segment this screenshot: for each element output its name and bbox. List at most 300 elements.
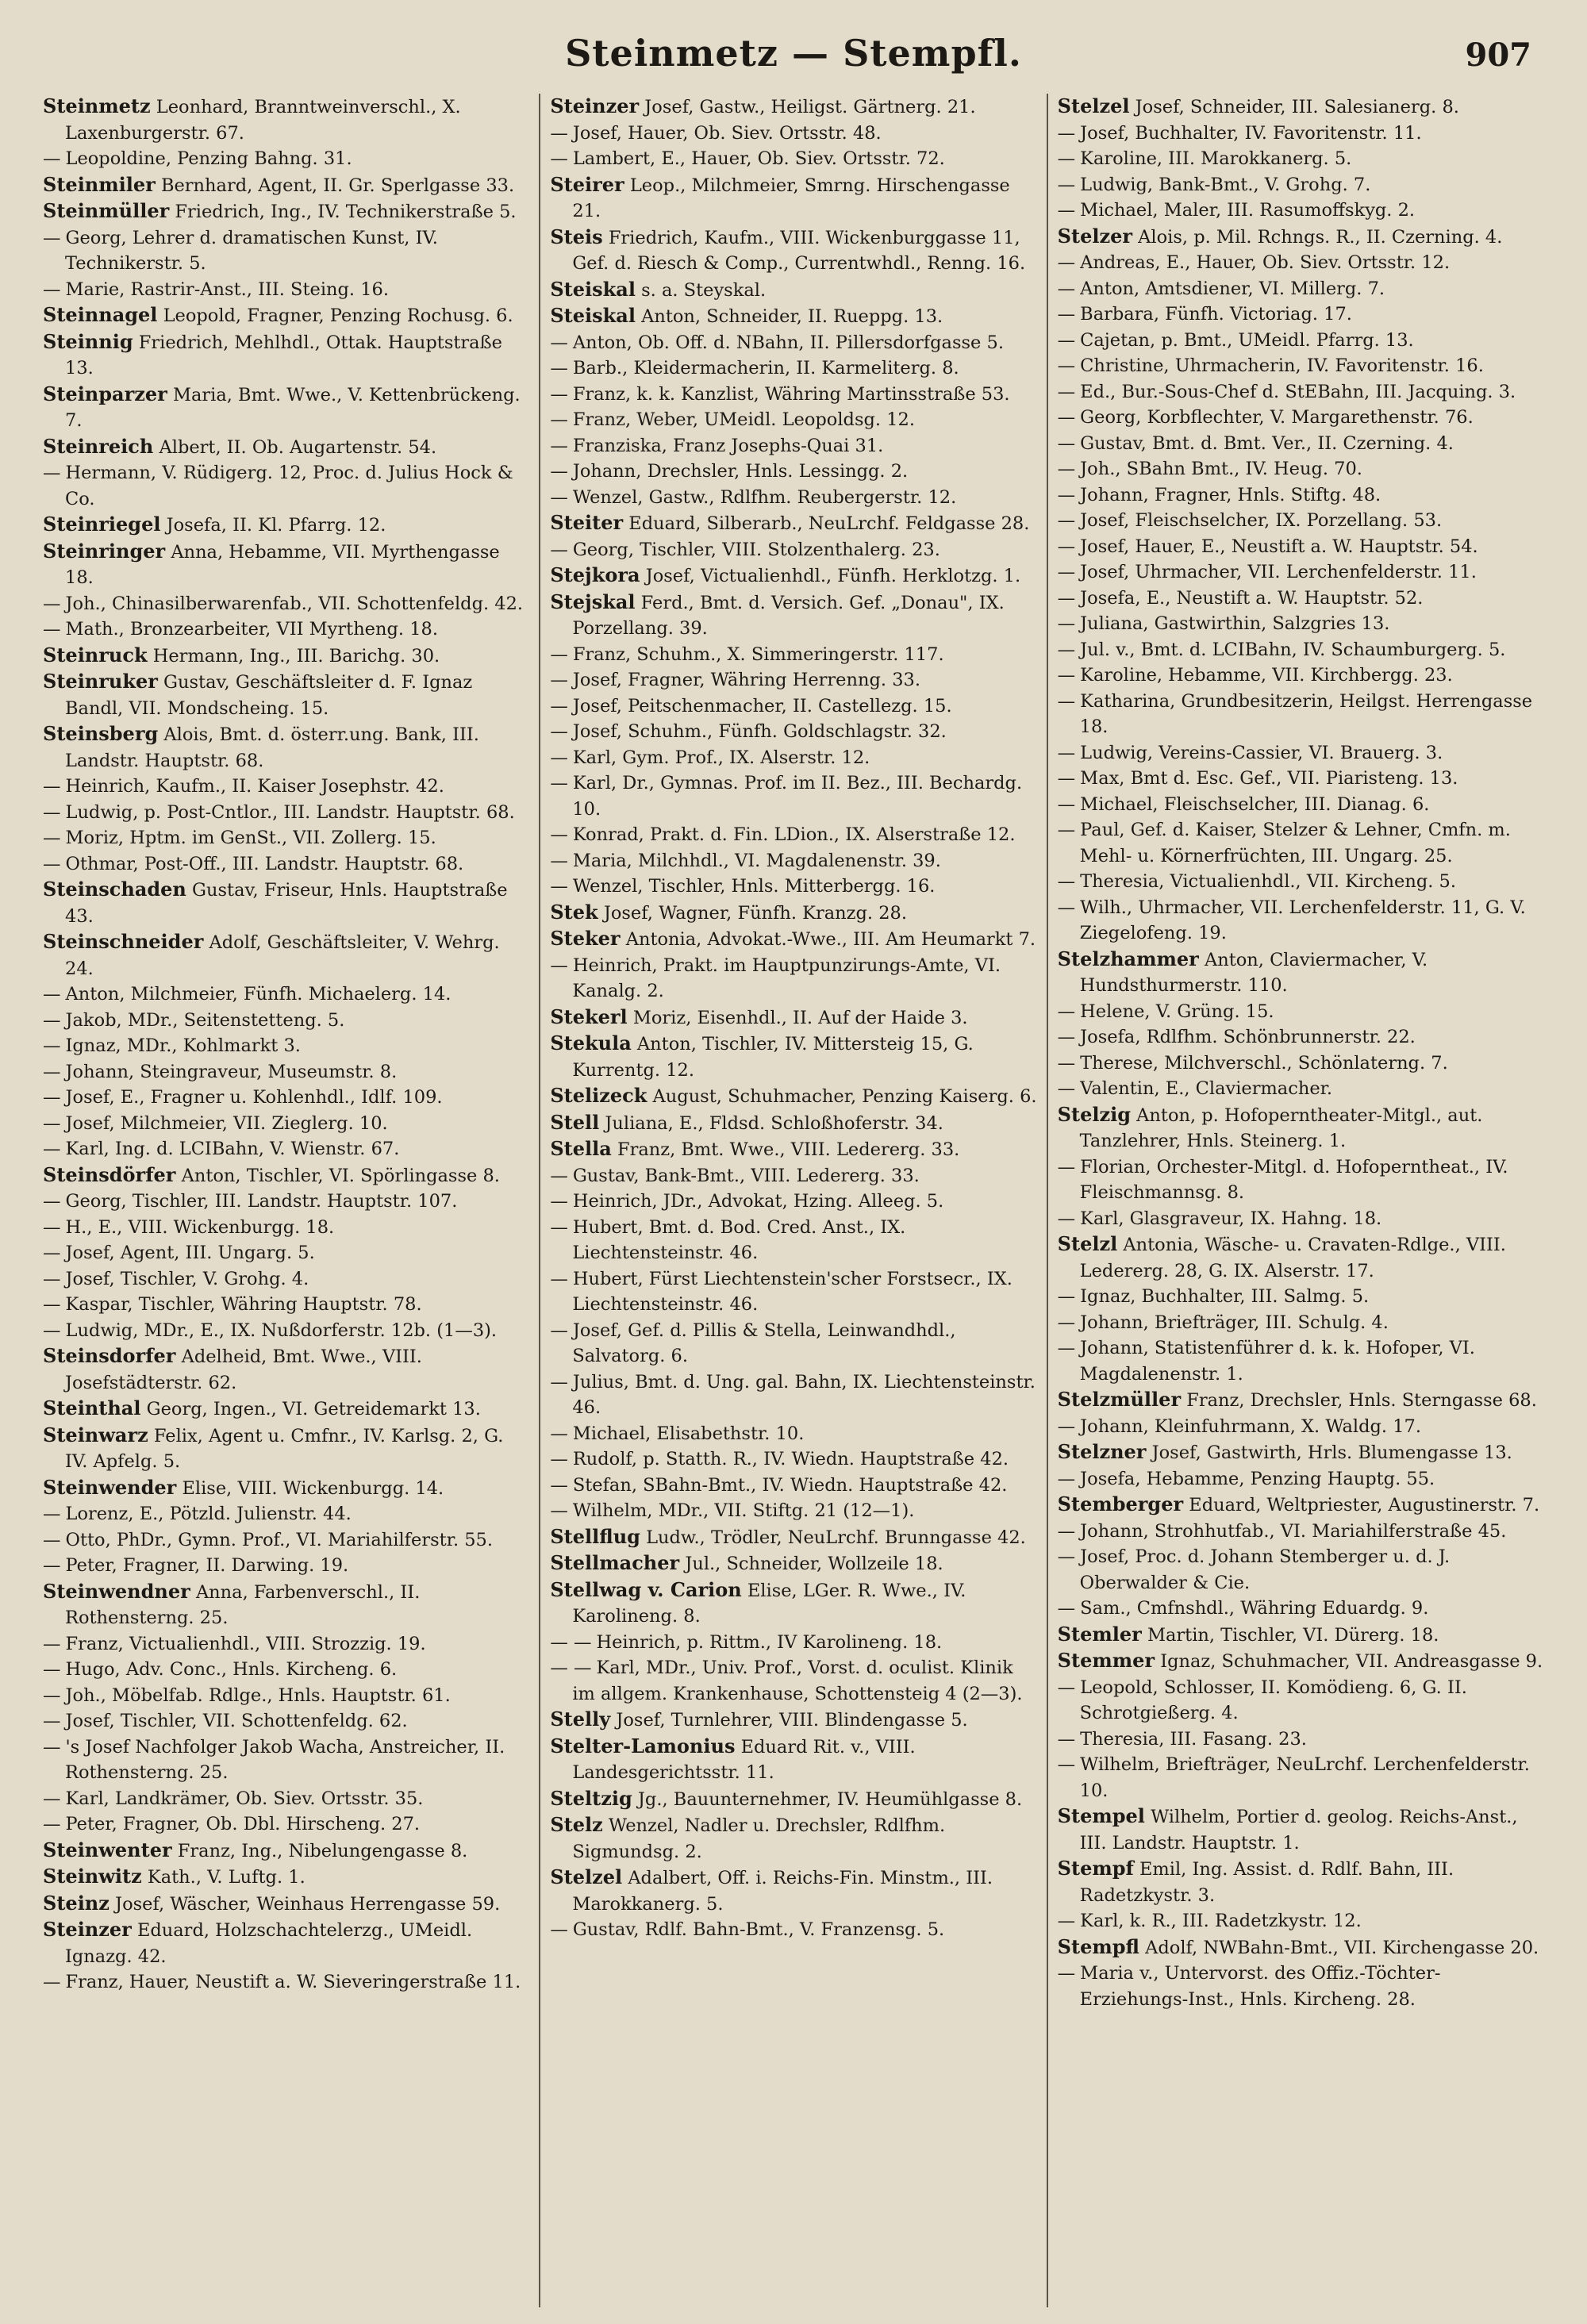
directory-entry bbox=[1058, 895, 1544, 947]
entry-text: Karl, Ing. d. LCIBahn, V. Wienstr. 67. bbox=[65, 1139, 400, 1159]
directory-entry bbox=[550, 1786, 1036, 1813]
directory-entry bbox=[43, 1136, 529, 1162]
entry-surname: Stelizeck bbox=[550, 1084, 647, 1107]
entry-surname: Steinruker bbox=[43, 670, 158, 693]
entry-text: Maria, Milchhdl., VI. Magdalenenstr. 39. bbox=[572, 850, 941, 871]
entry-text: Johann, Drechsler, Hnls. Lessingg. 2. bbox=[572, 461, 909, 482]
entry-text: Ed., Bur.-Sous-Chef d. StEBahn, III. Jacquing. 3. bbox=[1080, 381, 1516, 402]
entry-text: Florian, Orchester-Mitgl. d. Hofoperntheat., IV. Fleischmannsg. 8. bbox=[1079, 1156, 1508, 1203]
directory-entry bbox=[1058, 456, 1544, 482]
directory-entry bbox=[43, 539, 529, 591]
directory-entry bbox=[1058, 1284, 1544, 1310]
entry-text: Jul. v., Bmt. d. LCIBahn, IV. Schaumburgerg. 5. bbox=[1080, 639, 1506, 660]
entry-text: Friedrich, Kaufm., VIII. Wickenburggasse 11, Gef. d. Riesch & Comp., Currentwhdl., Renng. 16. bbox=[572, 227, 1026, 274]
entry-text: Josefa, E., Neustift a. W. Hauptstr. 52. bbox=[1080, 587, 1424, 609]
entry-text: Alois, p. Mil. Rchngs. R., II. Czerning. 4. bbox=[1138, 226, 1503, 248]
directory-entry bbox=[43, 1708, 529, 1734]
entry-text: Wilhelm, MDr., VII. Stiftg. 21 (12—1). bbox=[572, 1500, 915, 1521]
entry-text: Eduard, Silberarb., NeuLrchf. Feldgasse 28. bbox=[628, 513, 1030, 534]
entry-text: Josef, Peitschenmacher, II. Castellezg. 15. bbox=[572, 695, 952, 716]
entry-text: Joh., Chinasilberwarenfab., VII. Schottenfeldg. 42. bbox=[65, 593, 524, 614]
entry-text: Anton, Tischler, IV. Mittersteig 15, G. Kurrentg. 12. bbox=[572, 1034, 974, 1081]
directory-entry bbox=[43, 1657, 529, 1683]
entry-surname: Stemberger bbox=[1057, 1492, 1184, 1515]
entry-text: Franziska, Franz Josephs-Quai 31. bbox=[572, 435, 884, 456]
entry-text: Helene, V. Grüng. 15. bbox=[1080, 1001, 1274, 1022]
directory-entry bbox=[43, 1189, 529, 1215]
directory-entry bbox=[43, 1475, 529, 1502]
entry-text: Joh., SBahn Bmt., IV. Heug. 70. bbox=[1080, 459, 1362, 479]
directory-entry bbox=[550, 1318, 1036, 1369]
entry-text: Josef, Gastw., Heiligst. Gärtnerg. 21. bbox=[644, 97, 976, 117]
directory-entry bbox=[43, 1008, 529, 1034]
page-title: Steinmetz — Stempfl. bbox=[565, 32, 1022, 75]
directory-entry bbox=[550, 121, 1036, 147]
directory-entry bbox=[1058, 198, 1544, 224]
directory-entry bbox=[1058, 1961, 1544, 2012]
entry-text: Barbara, Fünfh. Victoriag. 17. bbox=[1080, 304, 1352, 325]
directory-entry bbox=[1058, 276, 1544, 302]
entry-text: Hermann, Ing., III. Barichg. 30. bbox=[152, 645, 440, 666]
directory-entry bbox=[43, 617, 529, 643]
entry-text: Karl, Glasgraveur, IX. Hahng. 18. bbox=[1080, 1208, 1382, 1229]
entry-text: Peter, Fragner, II. Darwing. 19. bbox=[65, 1555, 349, 1576]
directory-entry bbox=[550, 953, 1036, 1005]
entry-surname: Steinwenter bbox=[43, 1838, 172, 1861]
entry-continuation-dash: — bbox=[43, 1814, 61, 1834]
entry-text: Eduard, Weltpriester, Augustinerstr. 7. bbox=[1189, 1495, 1540, 1515]
entry-text: Math., Bronzearbeiter, VII Myrtheng. 18. bbox=[65, 619, 438, 640]
entry-continuation-dash: — bbox=[550, 1474, 568, 1496]
entry-continuation-dash: — bbox=[550, 670, 568, 690]
entry-continuation-dash: — bbox=[43, 1061, 61, 1082]
entry-surname: Steinnagel bbox=[43, 303, 158, 326]
directory-entry bbox=[43, 1292, 529, 1318]
entry-surname: Steinwarz bbox=[43, 1423, 148, 1446]
entry-continuation-dash: — bbox=[1057, 1286, 1076, 1307]
entry-text: Karl, k. R., III. Radetzkystr. 12. bbox=[1080, 1911, 1362, 1931]
entry-text: Josef, Tischler, V. Grohg. 4. bbox=[65, 1268, 309, 1289]
entry-text: Karl, Dr., Gymnas. Prof. im II. Bez., III. Bechardg. 10. bbox=[572, 773, 1023, 820]
entry-text: Leopoldine, Penzing Bahng. 31. bbox=[65, 148, 352, 169]
entry-continuation-dash: — bbox=[1057, 1156, 1076, 1177]
entry-text: Hermann, V. Rüdigerg. 12, Proc. d. Julius Hock & Co. bbox=[65, 463, 513, 509]
entry-continuation-dash: — bbox=[43, 1087, 61, 1108]
entry-text: Josef, Tischler, VII. Schottenfeldg. 62. bbox=[65, 1711, 408, 1731]
entry-text: Ignaz, Buchhalter, III. Salmg. 5. bbox=[1080, 1286, 1370, 1307]
directory-entry bbox=[550, 1917, 1036, 1943]
entry-continuation-dash: — bbox=[550, 461, 568, 482]
directory-entry bbox=[1058, 1387, 1544, 1414]
entry-surname: Stempf bbox=[1057, 1857, 1134, 1880]
entry-text: Elise, LGer. R. Wwe., IV. Karolineng. 8. bbox=[572, 1580, 966, 1627]
entry-continuation-dash: — bbox=[1057, 871, 1076, 892]
entry-continuation-dash: — bbox=[43, 463, 61, 483]
directory-entry bbox=[1058, 431, 1544, 457]
directory-entry bbox=[550, 1031, 1036, 1083]
entry-text: Franz, Hauer, Neustift a. W. Sieveringerstraße 11. bbox=[65, 1972, 521, 1992]
entry-surname: Stelzl bbox=[1057, 1232, 1118, 1255]
entry-text: Konrad, Prakt. d. Fin. LDion., IX. Alserstraße 12. bbox=[572, 824, 1016, 845]
entry-text: Karl, Landkrämer, Ob. Siev. Ortsstr. 35. bbox=[65, 1788, 424, 1809]
entry-text: Ludw., Trödler, NeuLrchf. Brunngasse 42. bbox=[646, 1527, 1026, 1548]
entry-continuation-dash: — bbox=[1057, 122, 1076, 144]
directory-entry bbox=[550, 1215, 1036, 1266]
entry-continuation-dash: — bbox=[1057, 1338, 1076, 1358]
entry-continuation-dash: — bbox=[550, 1449, 568, 1469]
entry-text: Valentin, E., Claviermacher. bbox=[1080, 1078, 1333, 1099]
directory-entry bbox=[550, 1550, 1036, 1577]
entry-continuation-dash: — bbox=[43, 1736, 61, 1757]
entry-continuation-dash: — bbox=[1057, 665, 1076, 686]
entry-surname: Steiskal bbox=[550, 304, 636, 327]
entry-continuation-dash: — bbox=[1057, 1052, 1076, 1074]
entry-continuation-dash: — bbox=[43, 1684, 61, 1706]
entry-continuation-dash: — bbox=[43, 1633, 61, 1654]
directory-entry bbox=[550, 172, 1036, 225]
entry-text: Josef, Buchhalter, IV. Favoritenstr. 11. bbox=[1080, 122, 1422, 144]
directory-entry bbox=[550, 1110, 1036, 1137]
entry-text: Othmar, Post-Off., III. Landstr. Hauptstr. 68. bbox=[65, 853, 464, 874]
entry-text: Heinrich, Prakt. im Hauptpunzirungs-Amte, VI. Kanalg. 2. bbox=[572, 955, 1001, 1001]
directory-entry bbox=[550, 1369, 1036, 1421]
directory-entry bbox=[550, 1498, 1036, 1524]
entry-text: Wenzel, Gastw., Rdlfhm. Reubergerstr. 12. bbox=[572, 486, 957, 508]
directory-entry bbox=[1058, 1519, 1544, 1545]
entry-surname: Steinmiler bbox=[43, 172, 156, 196]
entry-surname: Steinmetz bbox=[43, 94, 151, 117]
entry-text: Wilhelm, Portier d. geolog. Reichs-Anst., III. Landstr. Hauptstr. 1. bbox=[1079, 1807, 1518, 1853]
entry-continuation-dash: — bbox=[550, 409, 568, 430]
entry-text: Ludwig, Vereins-Cassier, VI. Brauerg. 3. bbox=[1080, 742, 1443, 763]
entry-continuation-dash: — bbox=[43, 1972, 61, 1992]
entry-text: Franz, Bmt. Wwe., VIII. Ledererg. 33. bbox=[617, 1139, 960, 1160]
entry-continuation-dash: — bbox=[1057, 304, 1076, 325]
entry-continuation-dash: — bbox=[1057, 742, 1076, 763]
directory-entry bbox=[1058, 611, 1544, 637]
entry-text: Theresia, Victualienhdl., VII. Kircheng. 5. bbox=[1080, 871, 1457, 892]
entry-continuation-dash: — bbox=[43, 853, 61, 874]
entry-text: Antonia, Advokat.-Wwe., III. Am Heumarkt 7. bbox=[625, 929, 1036, 950]
directory-entry bbox=[43, 1111, 529, 1137]
entry-text: Hubert, Fürst Liechtenstein'scher Forstsecr., IX. Liechtensteinstr. 46. bbox=[572, 1268, 1013, 1315]
columns bbox=[33, 94, 1554, 2307]
entry-continuation-dash: — bbox=[550, 122, 568, 144]
directory-entry bbox=[550, 563, 1036, 590]
directory-entry bbox=[1058, 792, 1544, 818]
entry-text: Georg, Tischler, VIII. Stolzenthalerg. 23. bbox=[572, 539, 940, 560]
entry-text: Josef, Schuhm., Fünfh. Goldschlagstr. 32. bbox=[572, 721, 947, 742]
entry-text: Johann, Fragner, Hnls. Stiftg. 48. bbox=[1080, 484, 1381, 505]
entry-text: Franz, k. k. Kanzlist, Währing Martinsstraße 53. bbox=[572, 383, 1010, 405]
entry-surname: Steinwender bbox=[43, 1475, 177, 1499]
directory-entry bbox=[43, 172, 529, 199]
entry-text: Josef, Hauer, E., Neustift a. W. Hauptstr. 54. bbox=[1080, 536, 1478, 557]
entry-continuation-dash: — bbox=[1057, 381, 1076, 402]
entry-surname: Steinwitz bbox=[43, 1865, 142, 1888]
directory-entry bbox=[550, 770, 1036, 822]
entry-text: Moriz, Eisenhdl., II. Auf der Haide 3. bbox=[632, 1007, 968, 1028]
directory-entry bbox=[43, 669, 529, 721]
entry-continuation-dash: — bbox=[43, 1504, 61, 1524]
entry-surname: Steiter bbox=[550, 511, 624, 534]
entry-continuation-dash: — bbox=[43, 619, 61, 640]
directory-entry bbox=[550, 1136, 1036, 1163]
directory-entry bbox=[550, 1005, 1036, 1031]
directory-entry bbox=[550, 94, 1036, 121]
entry-surname: Steinnig bbox=[43, 329, 133, 353]
entry-text: Georg, Lehrer d. dramatischen Kunst, IV. Technikerstr. 5. bbox=[65, 227, 438, 274]
entry-text: Franz, Ing., Nibelungengasse 8. bbox=[177, 1840, 468, 1861]
entry-text: Josef, Victualienhdl., Fünfh. Herklotzg. 1. bbox=[645, 566, 1021, 586]
directory-entry bbox=[550, 719, 1036, 745]
directory-entry bbox=[550, 1630, 1036, 1656]
entry-text: Georg, Tischler, III. Landstr. Hauptstr. 107. bbox=[65, 1191, 458, 1212]
entry-text: Leonhard, Branntweinverschl., X. Laxenburgerstr. 67. bbox=[65, 97, 461, 144]
entry-continuation-dash: — bbox=[1057, 174, 1076, 195]
directory-entry bbox=[43, 329, 529, 382]
entry-text: Karl, Gym. Prof., IX. Alserstr. 12. bbox=[572, 747, 870, 768]
entry-text: Michael, Maler, III. Rasumoffskyg. 2. bbox=[1080, 200, 1416, 221]
entry-surname: Stelzmüller bbox=[1057, 1388, 1182, 1411]
entry-text: Max, Bmt d. Esc. Gef., VII. Piaristeng. 13. bbox=[1080, 768, 1458, 789]
directory-entry bbox=[550, 1189, 1036, 1215]
entry-surname: Steinruck bbox=[43, 643, 148, 666]
entry-text: Josef, Uhrmacher, VII. Lerchenfelderstr. 11. bbox=[1080, 562, 1477, 582]
directory-entry bbox=[550, 745, 1036, 771]
entry-text: Sam., Cmfnshdl., Währing Eduardg. 9. bbox=[1080, 1598, 1429, 1619]
directory-entry bbox=[550, 303, 1036, 330]
entry-text: Anna, Farbenverschl., II. Rothensterng. 25. bbox=[65, 1581, 421, 1628]
entry-text: Josef, Wagner, Fünfh. Kranzg. 28. bbox=[603, 902, 907, 924]
directory-entry bbox=[1058, 405, 1544, 431]
directory-entry bbox=[43, 1683, 529, 1709]
entry-continuation-dash: — bbox=[550, 435, 568, 456]
entry-surname: Steker bbox=[550, 927, 621, 950]
directory-entry bbox=[43, 1969, 529, 1996]
entry-surname: Stek bbox=[550, 900, 598, 924]
directory-entry bbox=[43, 1631, 529, 1658]
entry-surname: Stejkora bbox=[550, 563, 640, 586]
entry-continuation-dash: — bbox=[550, 955, 568, 976]
entry-continuation-dash: — bbox=[43, 1191, 61, 1212]
entry-text: August, Schuhmacher, Penzing Kaiserg. 6. bbox=[652, 1086, 1037, 1107]
entry-continuation-dash: — bbox=[43, 593, 61, 614]
entry-continuation-dash: — bbox=[1057, 1312, 1076, 1333]
entry-continuation-dash: — bbox=[1057, 1416, 1076, 1437]
directory-entry bbox=[550, 848, 1036, 874]
directory-entry bbox=[43, 1266, 529, 1293]
entry-continuation-dash: — bbox=[1057, 793, 1076, 815]
directory-entry bbox=[1058, 1675, 1544, 1727]
entry-continuation-dash: — bbox=[1057, 690, 1076, 712]
entry-text: Emil, Ing. Assist. d. Rdlf. Bahn, III. Radetzkystr. 3. bbox=[1079, 1859, 1454, 1906]
directory-entry bbox=[1058, 1804, 1544, 1856]
directory-entry bbox=[1058, 1051, 1544, 1077]
entry-text: Gustav, Bmt. d. Bmt. Ver., II. Czerning. 4. bbox=[1080, 432, 1454, 454]
entry-surname: Stelzel bbox=[1057, 94, 1130, 117]
directory-entry bbox=[550, 407, 1036, 433]
entry-continuation-dash: — bbox=[1057, 587, 1076, 609]
directory-entry bbox=[43, 1423, 529, 1475]
directory-entry bbox=[43, 643, 529, 670]
entry-surname: Steltzig bbox=[550, 1786, 632, 1810]
entry-continuation-dash: — bbox=[1057, 1598, 1076, 1619]
entry-text: Paul, Gef. d. Kaiser, Stelzer & Lehner, Cmfn. m. Mehl- u. Körnerfrüchten, III. Ungarg. 25. bbox=[1079, 820, 1511, 866]
entry-continuation-dash: — bbox=[550, 643, 568, 665]
entry-text: H., E., VIII. Wickenburgg. 18. bbox=[65, 1216, 335, 1238]
entry-surname: Steirer bbox=[550, 172, 624, 196]
directory-entry bbox=[43, 1059, 529, 1085]
directory-entry bbox=[550, 1734, 1036, 1786]
directory-entry bbox=[1058, 224, 1544, 251]
directory-entry bbox=[550, 667, 1036, 693]
entry-text: Kath., V. Luftg. 1. bbox=[147, 1867, 305, 1888]
entry-continuation-dash: — bbox=[550, 824, 568, 845]
directory-entry bbox=[43, 434, 529, 461]
entry-text: Ludwig, Bank-Bmt., V. Grohg. 7. bbox=[1080, 174, 1371, 195]
directory-entry bbox=[43, 1501, 529, 1527]
entry-text: Ferd., Bmt. d. Versich. Gef. „Donau", IX. Porzellang. 39. bbox=[572, 592, 1005, 639]
entry-text: Barb., Kleidermacherin, II. Karmeliterg. 8. bbox=[572, 358, 959, 378]
entry-text: Karoline, III. Marokkanerg. 5. bbox=[1080, 148, 1352, 169]
directory-entry bbox=[550, 926, 1036, 953]
entry-text: Jg., Bauunternehmer, IV. Heumühlgasse 8. bbox=[637, 1788, 1023, 1810]
directory-entry bbox=[1058, 740, 1544, 766]
directory-entry bbox=[1058, 1752, 1544, 1804]
entry-text: Adelheid, Bmt. Wwe., VIII. Josefstädterstr. 62. bbox=[65, 1346, 422, 1393]
entry-continuation-dash: — bbox=[43, 1659, 61, 1680]
entry-continuation-dash: — bbox=[550, 1371, 568, 1392]
directory-entry bbox=[1058, 328, 1544, 354]
directory-entry bbox=[550, 1421, 1036, 1447]
entry-continuation-dash: — bbox=[1057, 252, 1076, 273]
directory-entry bbox=[1058, 1024, 1544, 1051]
directory-entry bbox=[550, 485, 1036, 511]
entry-surname: Steinreich bbox=[43, 434, 154, 458]
entry-text: Ignaz, Schuhmacher, VII. Andreasgasse 9. bbox=[1160, 1651, 1543, 1672]
entry-text: Franz, Weber, UMeidl. Leopoldsg. 12. bbox=[572, 409, 915, 430]
entry-text: Josef, Fragner, Währing Herrenng. 33. bbox=[572, 670, 920, 690]
directory-entry bbox=[43, 1215, 529, 1241]
directory-entry bbox=[1058, 172, 1544, 198]
directory-entry bbox=[550, 822, 1036, 848]
entry-text: Anton, Tischler, VI. Spörlingasse 8. bbox=[181, 1165, 500, 1186]
directory-entry bbox=[43, 225, 529, 277]
entry-surname: Stelly bbox=[550, 1707, 611, 1731]
entry-surname: Steiskal bbox=[550, 277, 636, 301]
entry-continuation-dash: — bbox=[1057, 613, 1076, 634]
entry-text: Martin, Tischler, VI. Dürerg. 18. bbox=[1147, 1624, 1439, 1646]
directory-entry bbox=[1058, 1335, 1544, 1387]
entry-text: Alois, Bmt. d. österr.ung. Bank, III. Landstr. Hauptstr. 68. bbox=[65, 724, 479, 771]
entry-continuation-dash: — bbox=[1057, 1001, 1076, 1022]
directory-entry bbox=[550, 433, 1036, 459]
entry-surname: Steinthal bbox=[43, 1396, 141, 1419]
entry-continuation-dash: — bbox=[43, 1711, 61, 1731]
directory-entry bbox=[550, 277, 1036, 304]
entry-text: Elise, VIII. Wickenburgg. 14. bbox=[182, 1477, 444, 1499]
entry-continuation-dash: — bbox=[43, 1788, 61, 1809]
entry-text: Marie, Rastrir-Anst., III. Steing. 16. bbox=[65, 278, 389, 300]
directory-entry bbox=[1058, 663, 1544, 689]
page-number: 907 bbox=[1465, 36, 1531, 74]
directory-entry bbox=[1058, 121, 1544, 147]
directory-entry bbox=[1058, 94, 1544, 121]
entry-surname: Stellmacher bbox=[550, 1551, 680, 1574]
column-right bbox=[1047, 94, 1554, 2307]
directory-entry bbox=[550, 1524, 1036, 1551]
entry-text: Franz, Victualienhdl., VIII. Strozzig. 19. bbox=[65, 1633, 426, 1654]
entry-text: Felix, Agent u. Cmfnr., IV. Karlsg. 2, G. IV. Apfelg. 5. bbox=[65, 1425, 504, 1472]
directory-entry bbox=[1058, 586, 1544, 612]
entry-continuation-dash: — bbox=[1057, 1963, 1076, 1984]
entry-continuation-dash: — bbox=[1057, 484, 1076, 505]
entry-text: Friedrich, Ing., IV. Technikerstraße 5. bbox=[175, 202, 517, 222]
entry-text: Adolf, NWBahn-Bmt., VII. Kirchengasse 20. bbox=[1145, 1937, 1539, 1958]
directory-entry bbox=[1058, 1206, 1544, 1232]
entry-text: Juliana, Gastwirthin, Salzgries 13. bbox=[1080, 613, 1390, 634]
directory-entry bbox=[1058, 1727, 1544, 1753]
entry-surname: Stemler bbox=[1057, 1622, 1142, 1646]
entry-continuation-dash: — bbox=[43, 1035, 61, 1056]
entry-text: Franz, Schuhm., X. Simmeringerstr. 117. bbox=[572, 643, 944, 665]
directory-entry bbox=[1058, 637, 1544, 663]
entry-surname: Steinzer bbox=[43, 1918, 132, 1941]
entry-surname: Stellflug bbox=[550, 1524, 640, 1548]
directory-entry bbox=[550, 330, 1036, 356]
entry-continuation-dash: — bbox=[1057, 1728, 1076, 1750]
entry-text: Anton, Claviermacher, V. Hundsthurmerstr. 110. bbox=[1079, 949, 1428, 996]
directory-entry bbox=[43, 1553, 529, 1579]
directory-entry bbox=[43, 277, 529, 303]
entry-continuation-dash: — bbox=[43, 1112, 61, 1134]
entry-text: Katharina, Grundbesitzerin, Heilgst. Herrengasse 18. bbox=[1079, 690, 1533, 737]
entry-surname: Steinz bbox=[43, 1891, 110, 1915]
entry-text: Josef, Proc. d. Johann Stemberger u. d. J. Oberwalder & Cie. bbox=[1079, 1546, 1451, 1593]
directory-entry bbox=[1058, 1102, 1544, 1154]
directory-entry bbox=[550, 1812, 1036, 1865]
entry-continuation-dash: — bbox=[550, 332, 568, 353]
entry-continuation-dash: — bbox=[1057, 1677, 1076, 1698]
entry-text: Eduard, Holzschachtelerzg., UMeidl. Ignazg. 42. bbox=[65, 1920, 473, 1967]
directory-entry bbox=[550, 1473, 1036, 1499]
entry-surname: Stelzig bbox=[1057, 1102, 1131, 1126]
entry-continuation-dash: — bbox=[550, 1319, 568, 1341]
entry-continuation-dash: — bbox=[1057, 1078, 1076, 1099]
entry-text: Lambert, E., Hauer, Ob. Siev. Ortsstr. 72. bbox=[572, 148, 945, 169]
entry-continuation-dash: — bbox=[43, 1009, 61, 1031]
entry-text: Johann, Strohhutfab., VI. Mariahilferstraße 45. bbox=[1080, 1520, 1507, 1542]
entry-surname: Stell bbox=[550, 1110, 600, 1134]
entry-text: Ludwig, p. Post-Cntlor., III. Landstr. Hauptstr. 68. bbox=[65, 801, 515, 823]
entry-continuation-dash: — bbox=[1057, 407, 1076, 428]
directory-entry bbox=[43, 460, 529, 512]
entry-text: Cajetan, p. Bmt., UMeidl. Pfarrg. 13. bbox=[1080, 329, 1414, 351]
directory-entry bbox=[550, 590, 1036, 642]
entry-continuation-dash: — bbox=[43, 1294, 61, 1315]
entry-continuation-dash: — bbox=[550, 1216, 568, 1238]
entry-text: Jakob, MDr., Seitenstetteng. 5. bbox=[65, 1009, 345, 1031]
entry-surname: Steinsdörfer bbox=[43, 1162, 176, 1186]
directory-entry bbox=[43, 1864, 529, 1891]
entry-continuation-dash: — bbox=[550, 486, 568, 508]
entry-continuation-dash: — bbox=[43, 227, 61, 248]
directory-entry bbox=[1058, 766, 1544, 792]
directory-entry bbox=[1058, 1231, 1544, 1284]
entry-text: Josef, Hauer, Ob. Siev. Ortsstr. 48. bbox=[572, 122, 882, 144]
entry-continuation-dash: — — bbox=[550, 1658, 592, 1678]
